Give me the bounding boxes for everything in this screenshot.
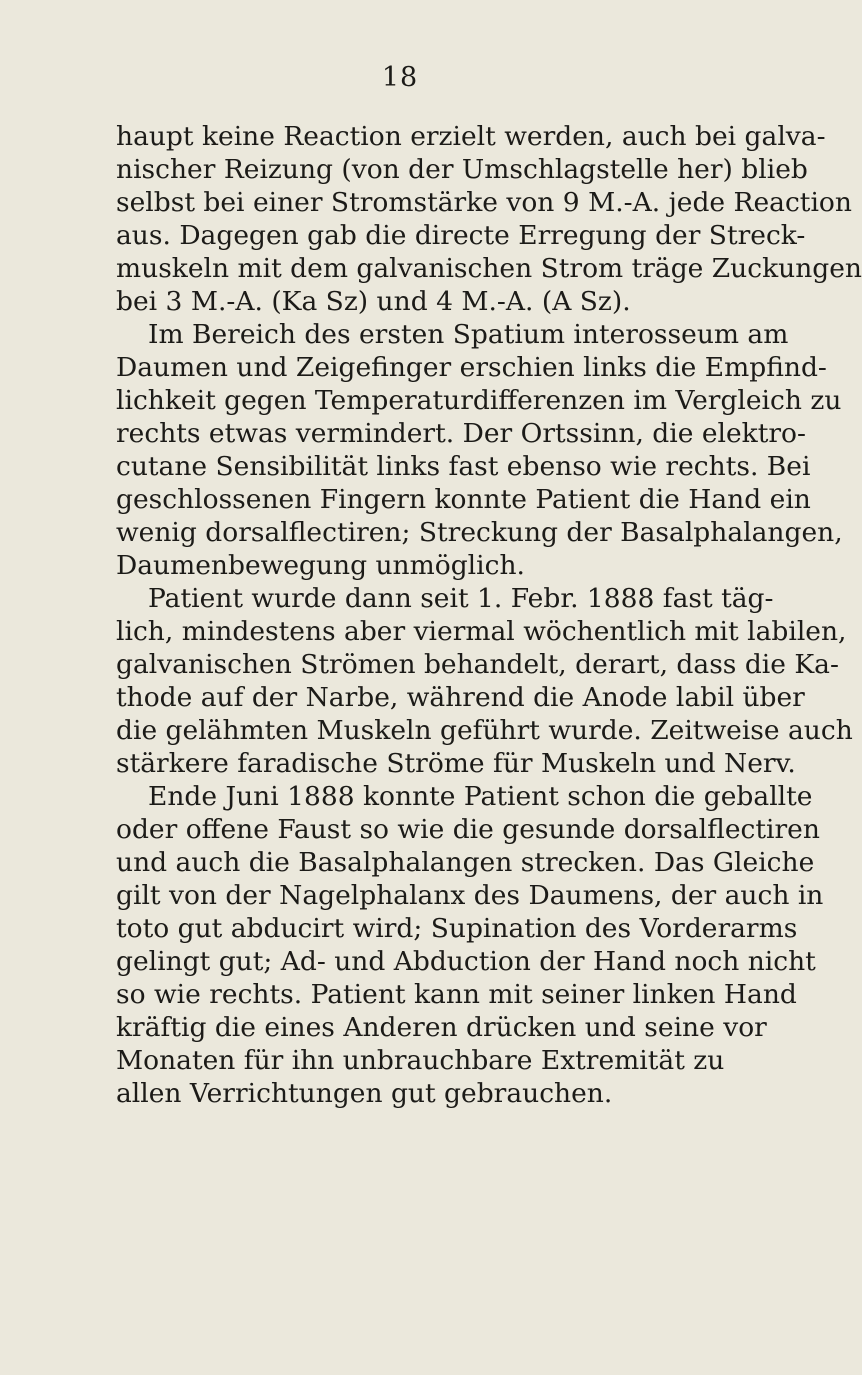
text-line: galvanischen Strömen behandelt, derart, dass die Ka- bbox=[116, 649, 839, 680]
text-line: selbst bei einer Stromstärke von 9 M.-A. jede Reaction bbox=[116, 187, 852, 218]
text-line: Daumen und Zeigefinger erschien links die Empfind- bbox=[116, 352, 827, 383]
text-line: haupt keine Reaction erzielt werden, auch bei galva- bbox=[116, 121, 826, 152]
text-line: aus. Dagegen gab die directe Erregung der Streck- bbox=[116, 220, 806, 251]
text-line: oder offene Faust so wie die gesunde dorsalflectiren bbox=[116, 814, 820, 845]
text-line: stärkere faradische Ströme für Muskeln und Nerv. bbox=[116, 748, 796, 779]
text-line: so wie rechts. Patient kann mit seiner linken Hand bbox=[116, 979, 797, 1010]
text-line: Monaten für ihn unbrauchbare Extremität zu bbox=[116, 1045, 725, 1076]
paragraph-start-line: Patient wurde dann seit 1. Febr. 1888 fast täg- bbox=[148, 583, 774, 614]
text-line: cutane Sensibilität links fast ebenso wie rechts. Bei bbox=[116, 451, 811, 482]
text-line: nischer Reizung (von der Umschlagstelle her) blieb bbox=[116, 154, 808, 185]
text-line: toto gut abducirt wird; Supination des Vorderarms bbox=[116, 913, 798, 944]
text-line: muskeln mit dem galvanischen Strom träge Zuckungen bbox=[116, 253, 862, 284]
text-line: Daumenbewegung unmöglich. bbox=[116, 550, 525, 581]
text-line: lichkeit gegen Temperaturdifferenzen im Vergleich zu bbox=[116, 385, 842, 416]
text-line: bei 3 M.-A. (Ka Sz) und 4 M.-A. (A Sz). bbox=[116, 286, 631, 317]
text-line: gelingt gut; Ad- und Abduction der Hand noch nicht bbox=[116, 946, 816, 977]
text-line: die gelähmten Muskeln geführt wurde. Zeitweise auch bbox=[116, 715, 853, 746]
text-line: geschlossenen Fingern konnte Patient die Hand ein bbox=[116, 484, 811, 515]
paragraph-start-line: Im Bereich des ersten Spatium interosseum am bbox=[148, 319, 789, 350]
text-line: und auch die Basalphalangen strecken. Das Gleiche bbox=[116, 847, 815, 878]
text-line: kräftig die eines Anderen drücken und seine vor bbox=[116, 1012, 767, 1043]
page-number: 18 bbox=[381, 62, 419, 93]
text-line: wenig dorsalflectiren; Streckung der Basalphalangen, bbox=[116, 517, 843, 548]
text-line: lich, mindestens aber viermal wöchentlich mit labilen, bbox=[116, 616, 847, 647]
paragraph-start-line: Ende Juni 1888 konnte Patient schon die geballte bbox=[148, 781, 813, 812]
text-line: thode auf der Narbe, während die Anode labil über bbox=[116, 682, 805, 713]
text-line: rechts etwas vermindert. Der Ortssinn, die elektro- bbox=[116, 418, 806, 449]
text-line: allen Verrichtungen gut gebrauchen. bbox=[116, 1078, 613, 1109]
text-line: gilt von der Nagelphalanx des Daumens, der auch in bbox=[116, 880, 824, 911]
